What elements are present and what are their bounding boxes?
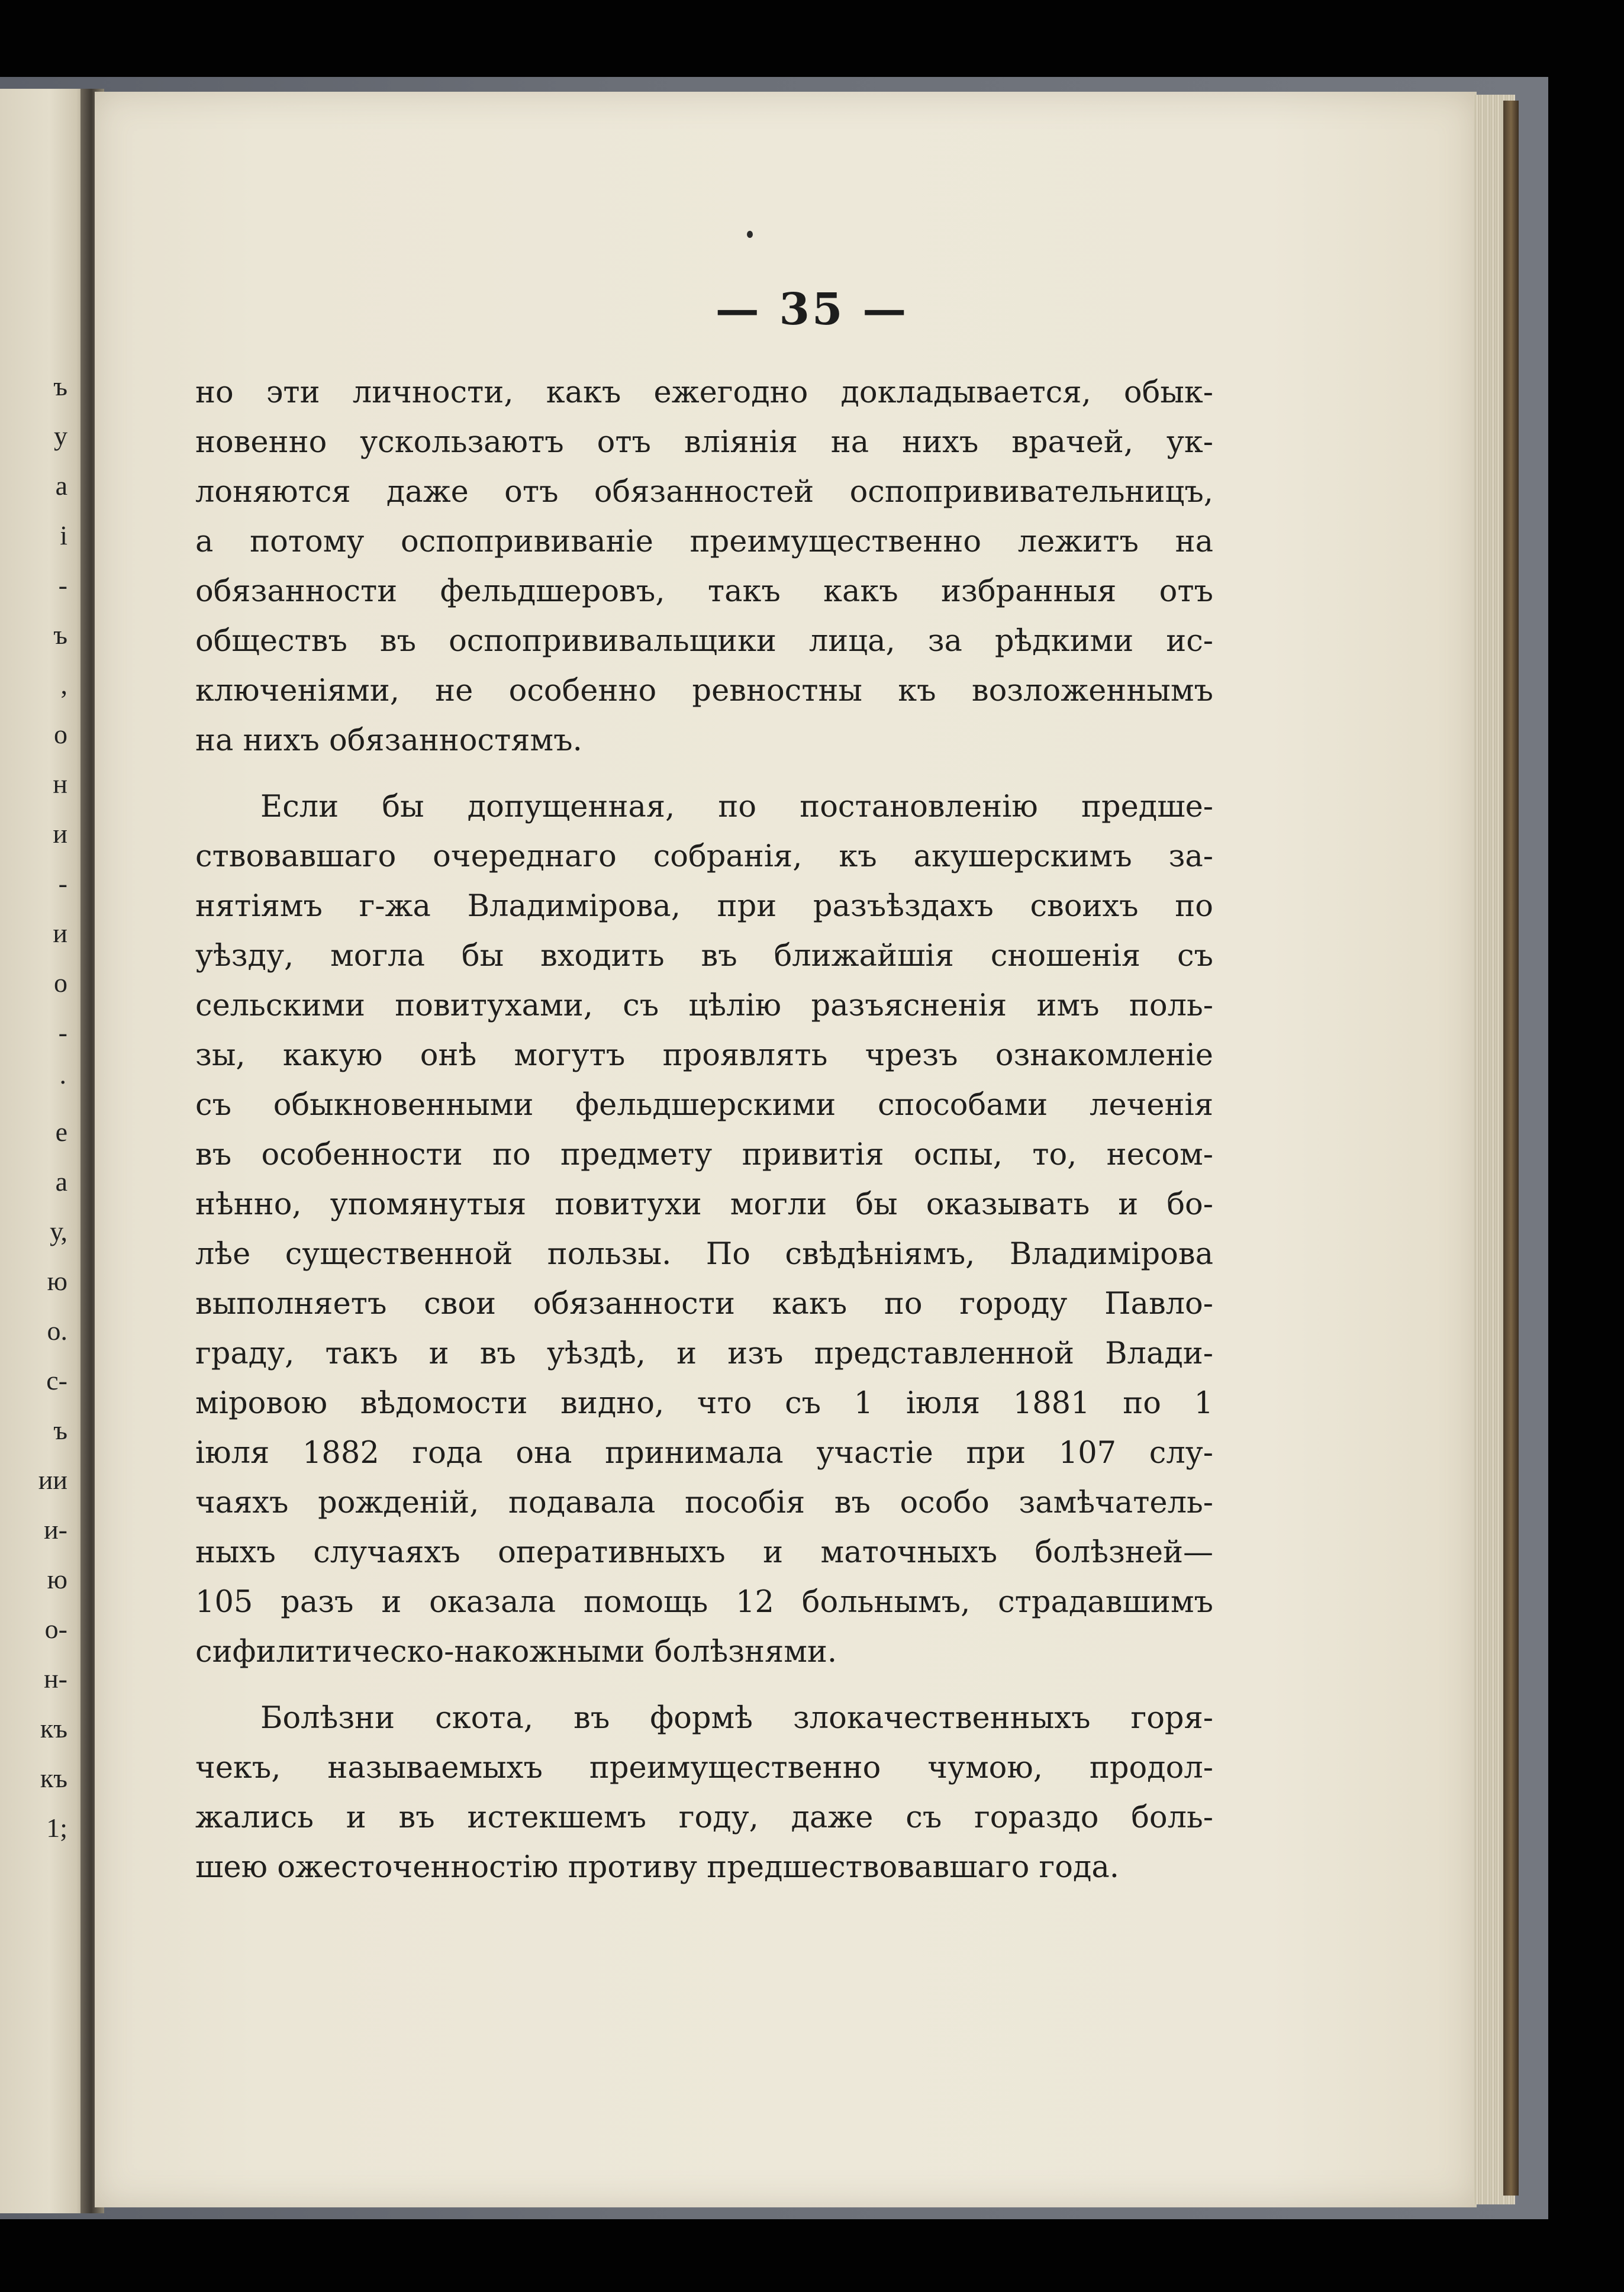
text-line: обществъ въ оспопрививальщики лица, за рѣдкими ис- xyxy=(195,624,1213,659)
previous-page-fragment: - xyxy=(58,570,67,600)
text-line: лоняются даже отъ обязанностей оспопрививательницъ, xyxy=(195,475,1213,510)
page-number: — 35 — xyxy=(715,284,909,335)
previous-page-fragment: е xyxy=(55,1117,67,1147)
text-line: граду, такъ и въ уѣздѣ, и изъ представленной Влади- xyxy=(195,1336,1213,1371)
previous-page-fragment: о- xyxy=(44,1614,67,1644)
previous-page-fragment: и- xyxy=(44,1514,67,1545)
previous-page-fragment: н- xyxy=(44,1664,67,1694)
text-line: нятіямъ г-жа Владимірова, при разъѣздахъ своихъ по xyxy=(195,889,1213,924)
previous-page-fragment: - xyxy=(58,868,67,898)
text-line: жались и въ истекшемъ году, даже съ гораздо боль- xyxy=(195,1800,1213,1835)
previous-page-fragment: ю xyxy=(47,1564,67,1594)
text-line: Если бы допущенная, по постановленію предше- xyxy=(260,789,1213,824)
previous-page-fragment: и xyxy=(53,918,67,948)
text-line: уѣзду, могла бы входить въ ближайшія сношенія съ xyxy=(195,939,1213,973)
text-line: выполняетъ свои обязанности какъ по городу Павло- xyxy=(195,1287,1213,1321)
text-line: нѣнно, упомянутыя повитухи могли бы оказывать и бо- xyxy=(195,1187,1213,1222)
previous-page-fragment: у, xyxy=(50,1216,67,1246)
previous-page-fragment: о. xyxy=(47,1316,67,1346)
text-line: въ особенности по предмету привитія оспы, то, несом- xyxy=(195,1137,1213,1172)
previous-page-fragment: і xyxy=(60,520,67,550)
previous-page-fragment: · xyxy=(58,1067,67,1097)
previous-page-fragment: къ xyxy=(40,1763,67,1793)
text-line: новенно ускользаютъ отъ вліянія на нихъ врачей, ук- xyxy=(195,425,1213,460)
text-line: а потому оспопрививаніе преимущественно лежитъ на xyxy=(195,524,1213,559)
text-line: съ обыкновенными фельдшерскими способами леченія xyxy=(195,1088,1213,1123)
previous-page-fragment: о xyxy=(54,719,67,749)
previous-page-fragment: , xyxy=(60,669,67,699)
paragraph xyxy=(195,782,1213,1677)
text-line: міровою вѣдомости видно, что съ 1 іюля 1881 по 1 xyxy=(195,1386,1213,1421)
text-line: чекъ, называемыхъ преимущественно чумою, продол- xyxy=(195,1751,1213,1785)
previous-page-fragment: ю xyxy=(47,1266,67,1296)
text-line: ствовавшаго очереднаго собранія, къ акушерскимъ за- xyxy=(195,839,1213,874)
text-line: Болѣзни скота, въ формѣ злокачественныхъ горя- xyxy=(260,1701,1213,1736)
paragraph-gap xyxy=(195,1677,1213,1694)
previous-page-fragment: ъ xyxy=(53,1415,67,1445)
paragraph-gap xyxy=(195,766,1213,782)
previous-page-fragment: а xyxy=(55,1166,67,1197)
ink-speck xyxy=(747,231,753,238)
previous-page-fragment: 1; xyxy=(46,1813,67,1843)
previous-page-fragment: а xyxy=(55,470,67,501)
previous-page-fragment: - xyxy=(58,1017,67,1047)
previous-page-fragment: н xyxy=(53,769,67,799)
text-line: зы, какую онѣ могутъ проявлять чрезъ ознакомленіе xyxy=(195,1038,1213,1073)
text-line: на нихъ обязанностямъ. xyxy=(195,723,582,758)
text-line: сельскими повитухами, съ цѣлію разъясненія имъ поль- xyxy=(195,988,1213,1023)
paragraph xyxy=(195,1694,1213,1893)
body-text xyxy=(195,368,1213,1893)
text-line: ныхъ случаяхъ оперативныхъ и маточныхъ болѣзней— xyxy=(195,1535,1213,1570)
text-line: шею ожесточенностію противу предшествовавшаго года. xyxy=(195,1850,1120,1885)
text-line: ключеніями, не особенно ревностны къ возложеннымъ xyxy=(195,673,1213,708)
text-line: сифилитическо-накожными болѣзнями. xyxy=(195,1635,837,1669)
previous-page-fragment: ии xyxy=(38,1465,67,1495)
text-line: лѣе существенной пользы. По свѣдѣніямъ, Владимірова xyxy=(195,1237,1213,1272)
previous-page-fragment: къ xyxy=(40,1713,67,1743)
previous-page-fragment: и xyxy=(53,818,67,849)
previous-page-fragment: с- xyxy=(46,1365,67,1395)
text-line: обязанности фельдшеровъ, такъ какъ избранныя отъ xyxy=(195,574,1213,609)
text-line: чаяхъ рожденій, подавала пособія въ особо замѣчатель- xyxy=(195,1485,1213,1520)
text-line: но эти личности, какъ ежегодно докладывается, обык- xyxy=(195,375,1213,410)
text-line: іюля 1882 года она принимала участіе при 107 слу- xyxy=(195,1436,1213,1471)
previous-page-fragment: ъ xyxy=(53,620,67,650)
previous-page-fragment: у xyxy=(54,421,67,451)
text-line: 105 разъ и оказала помощь 12 больнымъ, страдавшимъ xyxy=(195,1585,1213,1620)
previous-page-edge xyxy=(0,89,90,2213)
previous-page-fragment: ъ xyxy=(53,371,67,401)
previous-page-fragment: о xyxy=(54,968,67,998)
binding-edge xyxy=(1503,101,1519,2196)
paragraph xyxy=(195,368,1213,766)
